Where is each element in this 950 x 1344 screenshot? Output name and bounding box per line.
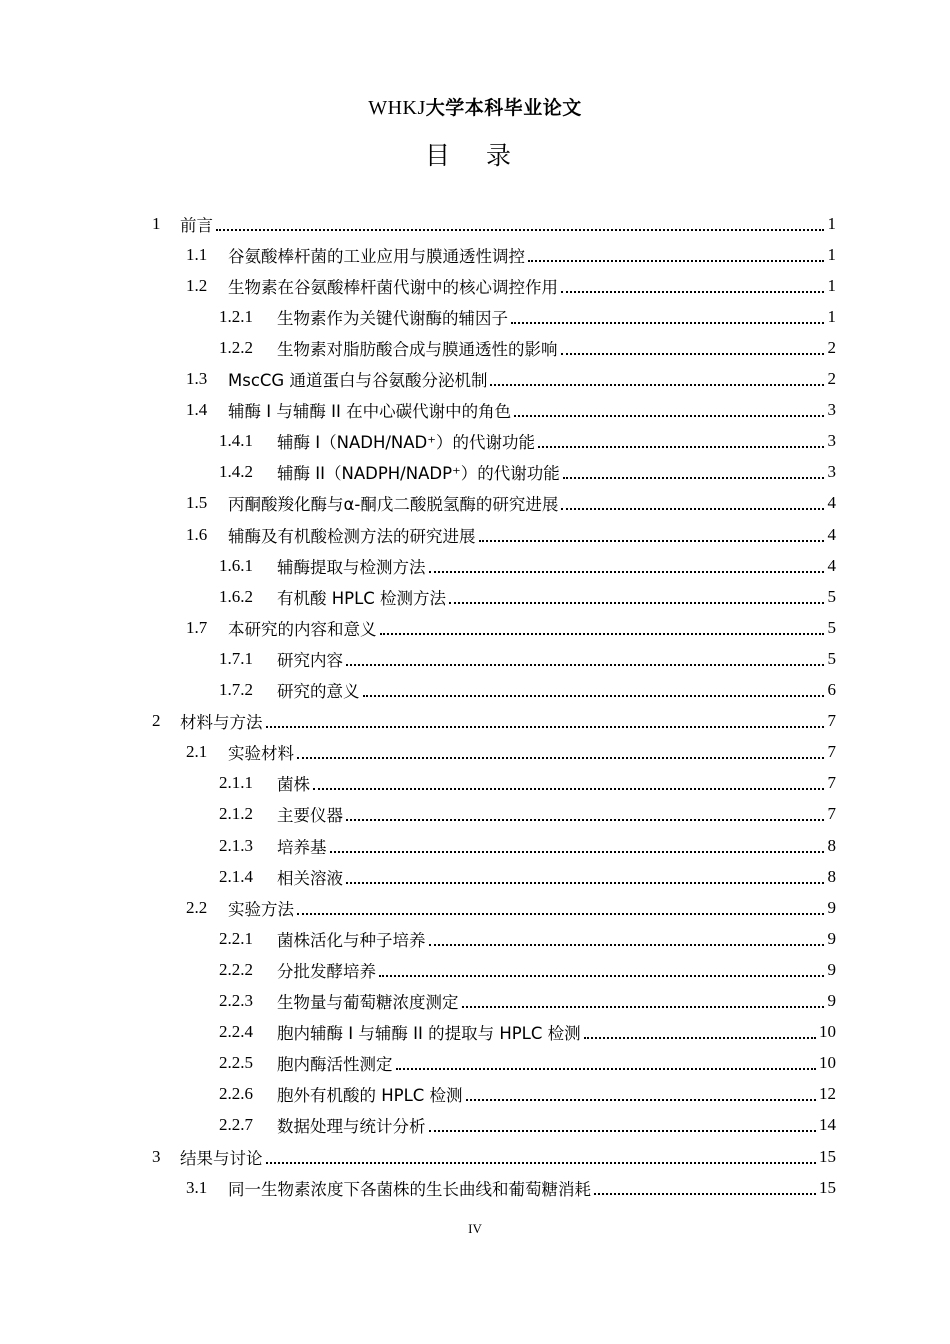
toc-entry-number: 1.2 <box>186 275 208 295</box>
toc-entry-title: 生物素在谷氨酸棒杆菌代谢中的核心调控作用 <box>228 277 558 297</box>
toc-entry[interactable] <box>219 923 836 954</box>
toc-entry[interactable] <box>219 768 836 799</box>
toc-leader-dots <box>379 957 824 977</box>
document-header <box>0 93 950 120</box>
toc-entry[interactable] <box>219 1079 836 1110</box>
toc-entry[interactable] <box>186 737 836 768</box>
toc-leader-dots <box>330 833 825 853</box>
toc-entry-title: 辅酶 II（NADPH/NADP⁺）的代谢功能 <box>277 464 560 484</box>
toc-entry-page: 9 <box>827 897 836 917</box>
toc-entry-page: 1 <box>827 213 836 233</box>
toc-entry[interactable] <box>219 799 836 830</box>
toc-entry-title: 菌株活化与种子培养 <box>277 930 426 950</box>
toc-entry[interactable] <box>219 675 836 706</box>
toc-leader-dots <box>561 490 824 510</box>
toc-leader-dots <box>490 366 824 386</box>
toc-leader-dots <box>313 770 824 790</box>
toc-entry-page: 3 <box>827 400 836 420</box>
toc-leader-dots <box>514 397 824 417</box>
toc-entry[interactable] <box>219 426 836 457</box>
toc-entry-title: 材料与方法 <box>180 713 263 733</box>
toc-entry[interactable] <box>219 643 836 674</box>
toc-entry-number: 3 <box>152 1146 161 1166</box>
toc-entry-title: 辅酶 I（NADH/NAD⁺）的代谢功能 <box>277 433 535 453</box>
toc-entry[interactable] <box>219 550 836 581</box>
toc-leader-dots <box>511 304 824 324</box>
toc-leader-dots <box>538 428 824 448</box>
toc-entry-page: 2 <box>827 369 836 388</box>
toc-entry-title: 辅酶提取与检测方法 <box>277 557 426 577</box>
toc-entry-number: 3.1 <box>186 1177 208 1197</box>
toc-entry-page: 15 <box>819 1146 836 1166</box>
toc-leader-dots <box>479 522 825 542</box>
toc-leader-dots <box>563 459 824 479</box>
toc-leader-dots <box>297 895 824 915</box>
toc-entry-number: 1.7 <box>186 617 208 637</box>
toc-entry[interactable] <box>186 270 836 301</box>
toc-entry-number: 2.1 <box>186 742 208 762</box>
toc-entry[interactable] <box>219 830 836 861</box>
toc-entry[interactable] <box>186 239 836 270</box>
header-latin: WHKJ <box>368 97 426 119</box>
toc-entry-title: 培养基 <box>277 837 327 857</box>
toc-leader-dots <box>216 211 824 231</box>
toc-leader-dots <box>346 864 824 884</box>
toc-entry-number: 2.2.6 <box>219 1084 253 1104</box>
toc-entry[interactable] <box>186 612 836 643</box>
toc-leader-dots <box>266 708 825 728</box>
toc-leader-dots <box>346 646 824 666</box>
toc-entry-page: 8 <box>827 835 836 855</box>
toc-entry-number: 1.4.1 <box>219 431 253 451</box>
toc-leader-dots <box>380 615 825 635</box>
toc-entry-number: 2.2.5 <box>219 1053 253 1073</box>
toc-entry-number: 2.1.3 <box>219 835 253 855</box>
toc-entry-title: 结果与讨论 <box>180 1148 263 1168</box>
toc-entry-number: 1.4 <box>186 400 208 420</box>
toc-entry-page: 10 <box>819 1022 836 1042</box>
toc-entry[interactable] <box>152 1141 836 1172</box>
toc-leader-dots <box>266 1144 817 1164</box>
toc-entry[interactable] <box>219 581 836 612</box>
toc-entry[interactable] <box>219 861 836 892</box>
toc-entry[interactable] <box>186 1172 836 1203</box>
toc-entry-page: 14 <box>819 1115 836 1135</box>
toc-leader-dots <box>429 553 825 573</box>
toc-entry-number: 2.2.2 <box>219 959 253 979</box>
toc-entry-title: 数据处理与统计分析 <box>277 1117 426 1137</box>
toc-entry-page: 1 <box>827 244 836 264</box>
toc-entry-title: 相关溶液 <box>277 868 343 888</box>
toc-entry-title: 分批发酵培养 <box>277 961 376 981</box>
toc-entry-page: 9 <box>827 959 836 979</box>
toc-entry-number: 1.6 <box>186 524 208 544</box>
toc-entry-title: 研究的意义 <box>277 682 360 701</box>
toc-entry-number: 1.1 <box>186 244 208 264</box>
toc-entry-page: 4 <box>827 493 836 513</box>
toc-entry-number: 2.2.4 <box>219 1022 253 1042</box>
toc-entry[interactable] <box>219 954 836 985</box>
toc-entry[interactable] <box>186 395 836 426</box>
toc-entry[interactable] <box>152 706 836 737</box>
page-number: IV <box>468 1221 482 1236</box>
toc-leader-dots <box>528 242 824 262</box>
toc-entry-title: 胞内酶活性测定 <box>277 1055 393 1075</box>
toc-leader-dots <box>594 1175 816 1195</box>
toc-entry-title: 生物素作为关键代谢酶的辅因子 <box>277 308 508 328</box>
toc-entry-number: 2 <box>152 711 161 731</box>
toc-entry-number: 2.1.4 <box>219 866 253 886</box>
toc-leader-dots <box>297 739 824 759</box>
toc-entry-page: 6 <box>827 680 836 699</box>
toc-leader-dots <box>429 926 825 946</box>
toc-leader-dots <box>462 988 825 1008</box>
toc-entry-title: 辅酶及有机酸检测方法的研究进展 <box>228 526 476 546</box>
toc-entry-number: 2.2.1 <box>219 928 253 948</box>
toc-entry-title: 前言 <box>180 215 213 235</box>
toc-entry-page: 2 <box>827 337 836 357</box>
toc-entry-page: 4 <box>827 524 836 544</box>
toc-entry-number: 1.7.2 <box>219 680 253 699</box>
toc-entry[interactable] <box>219 301 836 332</box>
toc-entry-page: 7 <box>827 773 836 793</box>
toc-entry-title: 有机酸 HPLC 检测方法 <box>277 588 447 608</box>
toc-entry-page: 7 <box>827 711 836 731</box>
toc-entry-number: 2.2.3 <box>219 991 253 1010</box>
toc-entry-title: 胞外有机酸的 HPLC 检测 <box>277 1086 463 1106</box>
toc-entry-title: 辅酶 I 与辅酶 II 在中心碳代谢中的角色 <box>228 402 512 422</box>
toc-leader-dots <box>346 801 824 821</box>
toc-entry-page: 8 <box>827 866 836 886</box>
toc-entry[interactable] <box>219 332 836 363</box>
toc-entry-title: 丙酮酸羧化酶与α-酮戊二酸脱氢酶的研究进展 <box>228 495 559 515</box>
toc-entry-page: 5 <box>827 648 836 668</box>
toc-entry[interactable] <box>186 892 836 923</box>
toc-entry-number: 2.1.2 <box>219 804 253 824</box>
toc-leader-dots <box>429 1112 817 1132</box>
toc-leader-dots <box>449 584 824 604</box>
toc-entry[interactable] <box>186 364 836 395</box>
toc-entry-page: 7 <box>827 804 836 824</box>
toc-entry-page: 15 <box>819 1177 836 1197</box>
toc-entry-page: 7 <box>827 742 836 762</box>
toc-entry-page: 9 <box>827 991 836 1010</box>
toc-entry[interactable] <box>219 1110 836 1141</box>
toc-entry-title: 本研究的内容和意义 <box>228 619 377 639</box>
toc-leader-dots <box>466 1081 816 1101</box>
toc-entry-title: 谷氨酸棒杆菌的工业应用与膜通透性调控 <box>228 246 525 266</box>
toc-entry-number: 2.1.1 <box>219 773 253 793</box>
toc-entry-title: MscCG 通道蛋白与谷氨酸分泌机制 <box>228 371 488 390</box>
toc-entry-title: 实验方法 <box>228 899 294 919</box>
toc-entry-title: 实验材料 <box>228 744 294 764</box>
toc-entry-page: 3 <box>827 462 836 482</box>
toc-entry[interactable] <box>186 488 836 519</box>
toc-entry-number: 1.2.1 <box>219 306 253 326</box>
toc-entry[interactable] <box>219 1048 836 1079</box>
toc-entry-page: 12 <box>819 1084 836 1104</box>
toc-entry-title: 菌株 <box>277 775 310 795</box>
toc-entry-page: 1 <box>827 275 836 295</box>
toc-entry-number: 1.2.2 <box>219 337 253 357</box>
toc-entry-title: 研究内容 <box>277 650 343 670</box>
toc-leader-dots <box>561 273 824 293</box>
page-title: 目 录 <box>425 141 525 170</box>
toc-entry-page: 10 <box>819 1053 836 1073</box>
toc-leader-dots <box>561 335 825 355</box>
toc-entry-page: 9 <box>827 928 836 948</box>
toc-leader-dots <box>584 1019 816 1039</box>
toc-entry[interactable] <box>219 1017 836 1048</box>
toc-entry-page: 4 <box>827 555 836 575</box>
toc-entry-number: 1.6.2 <box>219 586 253 606</box>
toc-entry-page: 5 <box>827 617 836 637</box>
toc-leader-dots <box>396 1050 817 1070</box>
toc-entry-title: 胞内辅酶 I 与辅酶 II 的提取与 HPLC 检测 <box>277 1024 581 1044</box>
toc-entry-title: 生物素对脂肪酸合成与膜通透性的影响 <box>277 339 558 359</box>
toc-entry-page: 3 <box>827 431 836 451</box>
toc-entry[interactable] <box>186 519 836 550</box>
toc-entry[interactable] <box>152 208 836 239</box>
toc-entry-page: 5 <box>827 586 836 606</box>
header-chinese: 大学本科毕业论文 <box>425 97 582 119</box>
toc-entry-number: 1.5 <box>186 493 208 513</box>
toc-entry[interactable] <box>219 986 836 1017</box>
toc-entry-number: 2.2.7 <box>219 1115 253 1135</box>
toc-entry-title: 同一生物素浓度下各菌株的生长曲线和葡萄糖消耗 <box>228 1179 591 1199</box>
toc-entry-page: 1 <box>827 306 836 326</box>
toc-entry-number: 1.3 <box>186 369 208 388</box>
toc-entry-title: 主要仪器 <box>277 806 343 826</box>
toc-entry-number: 2.2 <box>186 897 208 917</box>
toc-entry-title: 生物量与葡萄糖浓度测定 <box>277 993 459 1012</box>
toc-entry[interactable] <box>219 457 836 488</box>
toc-entry-number: 1.4.2 <box>219 462 253 482</box>
toc-leader-dots <box>363 677 825 697</box>
toc-entry-number: 1.7.1 <box>219 648 253 668</box>
toc-entry-number: 1.6.1 <box>219 555 253 575</box>
toc-entry-number: 1 <box>152 213 161 233</box>
